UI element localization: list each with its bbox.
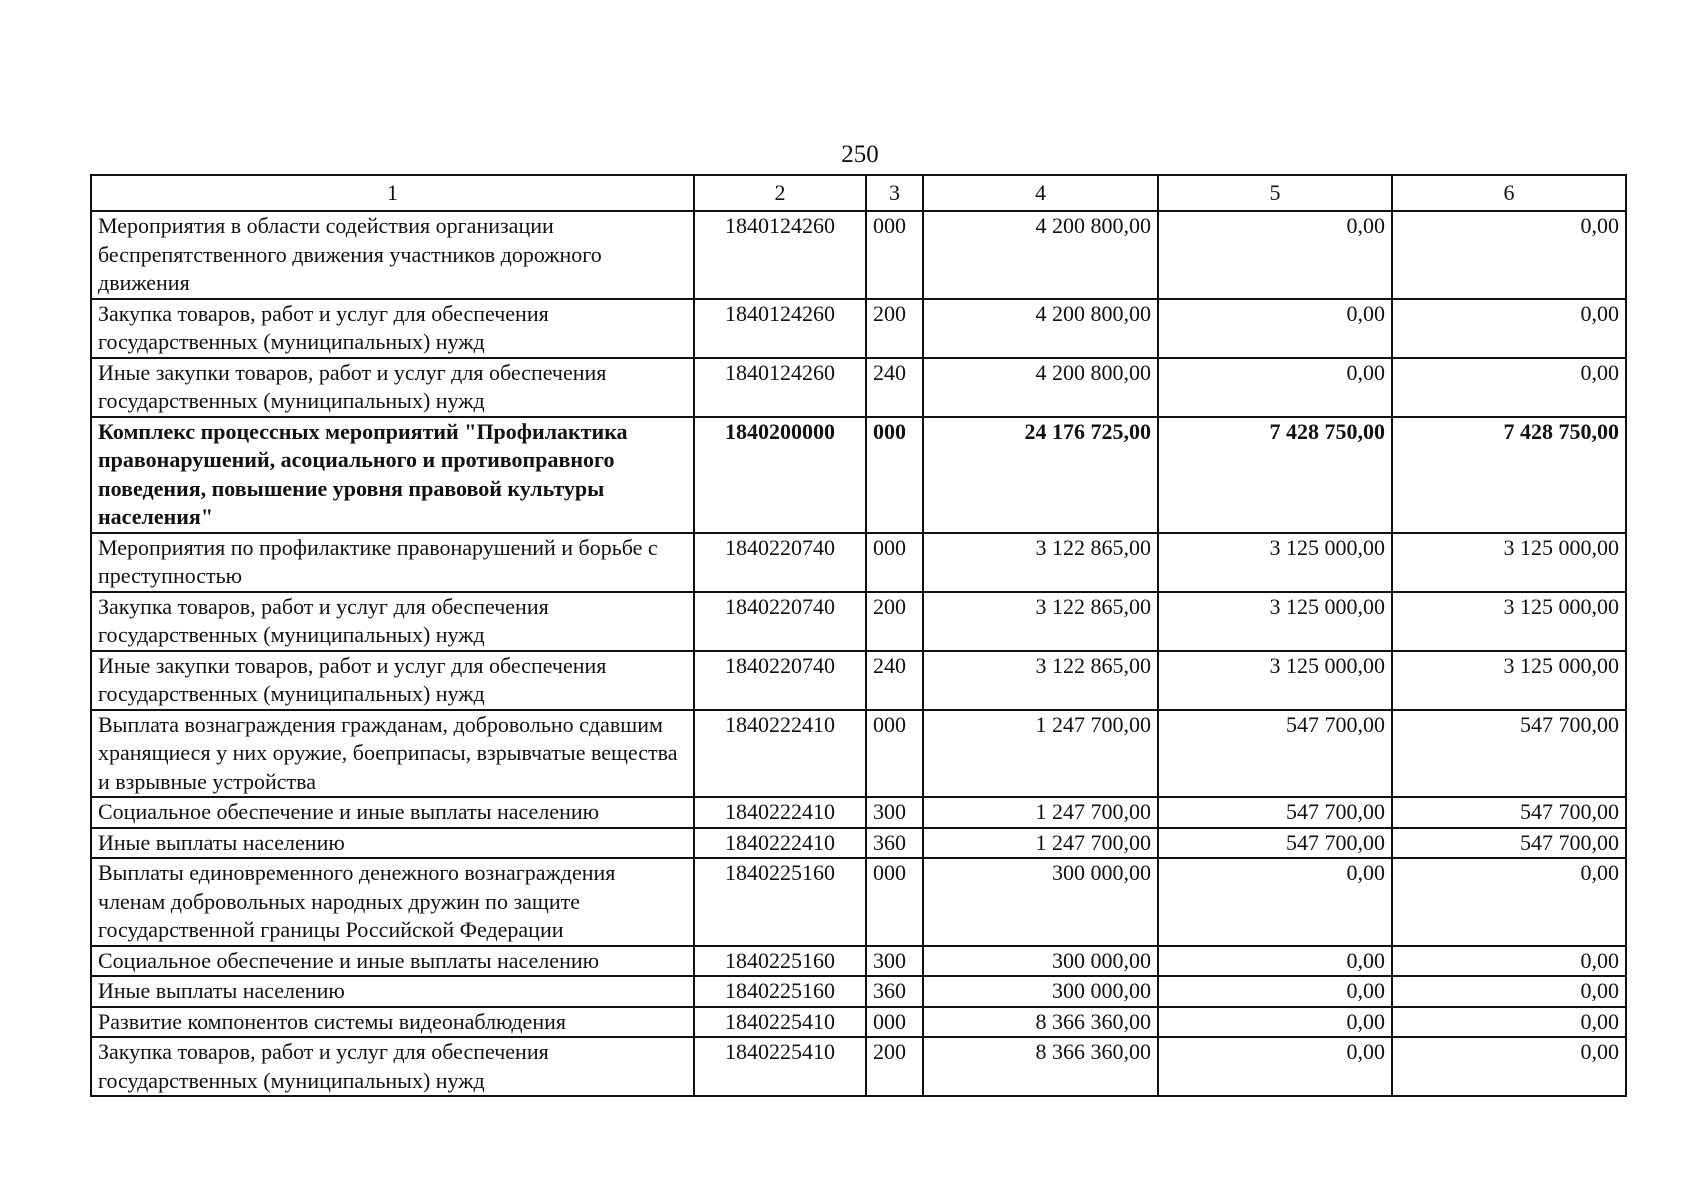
row-name-cell: Развитие компонентов системы видеонаблюдения (91, 1007, 694, 1038)
table-row (91, 797, 1626, 828)
target-article-code-cell: 1840222410 (694, 710, 866, 798)
amount-col6-cell: 3 125 000,00 (1392, 533, 1626, 592)
amount-col6-cell: 0,00 (1392, 358, 1626, 417)
target-article-code-cell: 1840222410 (694, 828, 866, 859)
amount-col4-cell: 4 200 800,00 (923, 358, 1158, 417)
column-number: 2 (694, 175, 866, 211)
table-row (91, 533, 1626, 592)
amount-col6-cell: 7 428 750,00 (1392, 417, 1626, 533)
amount-col6-cell: 0,00 (1392, 299, 1626, 358)
amount-col5-cell: 547 700,00 (1158, 797, 1392, 828)
table-row (91, 1037, 1626, 1096)
amount-col4-cell: 8 366 360,00 (923, 1037, 1158, 1096)
row-name-cell: Иные выплаты населению (91, 828, 694, 859)
amount-col4-cell: 24 176 725,00 (923, 417, 1158, 533)
table-row (91, 710, 1626, 798)
target-article-code-cell: 1840124260 (694, 358, 866, 417)
table-row (91, 651, 1626, 710)
amount-col6-cell: 0,00 (1392, 946, 1626, 977)
amount-col6-cell: 547 700,00 (1392, 828, 1626, 859)
amount-col5-cell: 0,00 (1158, 1037, 1392, 1096)
amount-col5-cell: 7 428 750,00 (1158, 417, 1392, 533)
column-number: 4 (923, 175, 1158, 211)
amount-col5-cell: 0,00 (1158, 976, 1392, 1007)
amount-col6-cell: 0,00 (1392, 858, 1626, 946)
column-number: 6 (1392, 175, 1626, 211)
amount-col5-cell: 547 700,00 (1158, 710, 1392, 798)
amount-col4-cell: 3 122 865,00 (923, 592, 1158, 651)
expense-kind-code-cell: 000 (866, 211, 923, 299)
expense-kind-code-cell: 240 (866, 358, 923, 417)
target-article-code-cell: 1840225160 (694, 946, 866, 977)
target-article-code-cell: 1840220740 (694, 592, 866, 651)
table-body (91, 211, 1626, 1096)
row-name-cell: Выплата вознаграждения гражданам, добровольно сдавшим хранящиеся у них оружие, боеприпасы, взрывчатые вещества и взрывные устройства (91, 710, 694, 798)
expense-kind-code-cell: 000 (866, 710, 923, 798)
amount-col5-cell: 3 125 000,00 (1158, 651, 1392, 710)
expense-kind-code-cell: 000 (866, 533, 923, 592)
amount-col4-cell: 300 000,00 (923, 858, 1158, 946)
row-name-cell: Закупка товаров, работ и услуг для обеспечения государственных (муниципальных) нужд (91, 299, 694, 358)
amount-col6-cell: 0,00 (1392, 1007, 1626, 1038)
table-row (91, 592, 1626, 651)
budget-table (90, 174, 1627, 1097)
expense-kind-code-cell: 200 (866, 299, 923, 358)
amount-col5-cell: 3 125 000,00 (1158, 533, 1392, 592)
expense-kind-code-cell: 000 (866, 1007, 923, 1038)
expense-kind-code-cell: 360 (866, 976, 923, 1007)
target-article-code-cell: 1840220740 (694, 651, 866, 710)
amount-col6-cell: 3 125 000,00 (1392, 651, 1626, 710)
row-name-cell: Закупка товаров, работ и услуг для обеспечения государственных (муниципальных) нужд (91, 592, 694, 651)
row-name-cell: Закупка товаров, работ и услуг для обеспечения государственных (муниципальных) нужд (91, 1037, 694, 1096)
page-number: 250 (841, 141, 879, 168)
row-name-cell: Иные закупки товаров, работ и услуг для обеспечения государственных (муниципальных) нужд (91, 651, 694, 710)
column-number: 3 (866, 175, 923, 211)
target-article-code-cell: 1840225410 (694, 1037, 866, 1096)
row-name-cell: Иные закупки товаров, работ и услуг для обеспечения государственных (муниципальных) нужд (91, 358, 694, 417)
expense-kind-code-cell: 200 (866, 592, 923, 651)
column-number: 1 (91, 175, 694, 211)
amount-col4-cell: 1 247 700,00 (923, 797, 1158, 828)
expense-kind-code-cell: 000 (866, 858, 923, 946)
amount-col5-cell: 0,00 (1158, 858, 1392, 946)
target-article-code-cell: 1840225160 (694, 858, 866, 946)
target-article-code-cell: 1840222410 (694, 797, 866, 828)
table-row (91, 946, 1626, 977)
amount-col5-cell: 0,00 (1158, 299, 1392, 358)
table-row (91, 358, 1626, 417)
row-name-cell: Комплекс процессных мероприятий "Профилактика правонарушений, асоциального и противоправного поведения, повышение уровня правовой культуры населения" (91, 417, 694, 533)
table-row (91, 858, 1626, 946)
amount-col5-cell: 3 125 000,00 (1158, 592, 1392, 651)
target-article-code-cell: 1840124260 (694, 211, 866, 299)
row-name-cell: Социальное обеспечение и иные выплаты населению (91, 797, 694, 828)
expense-kind-code-cell: 200 (866, 1037, 923, 1096)
amount-col4-cell: 1 247 700,00 (923, 710, 1158, 798)
amount-col4-cell: 300 000,00 (923, 976, 1158, 1007)
expense-kind-code-cell: 000 (866, 417, 923, 533)
amount-col4-cell: 4 200 800,00 (923, 299, 1158, 358)
target-article-code-cell: 1840225160 (694, 976, 866, 1007)
amount-col5-cell: 0,00 (1158, 358, 1392, 417)
table-row (91, 299, 1626, 358)
amount-col4-cell: 4 200 800,00 (923, 211, 1158, 299)
target-article-code-cell: 1840225410 (694, 1007, 866, 1038)
amount-col6-cell: 0,00 (1392, 211, 1626, 299)
expense-kind-code-cell: 360 (866, 828, 923, 859)
amount-col6-cell: 547 700,00 (1392, 797, 1626, 828)
amount-col4-cell: 3 122 865,00 (923, 651, 1158, 710)
amount-col5-cell: 547 700,00 (1158, 828, 1392, 859)
column-number: 5 (1158, 175, 1392, 211)
target-article-code-cell: 1840200000 (694, 417, 866, 533)
row-name-cell: Социальное обеспечение и иные выплаты населению (91, 946, 694, 977)
target-article-code-cell: 1840124260 (694, 299, 866, 358)
row-name-cell: Иные выплаты населению (91, 976, 694, 1007)
column-number-row (91, 175, 1626, 211)
expense-kind-code-cell: 300 (866, 797, 923, 828)
table-row (91, 828, 1626, 859)
table-row (91, 211, 1626, 299)
amount-col6-cell: 547 700,00 (1392, 710, 1626, 798)
table-row (91, 1007, 1626, 1038)
target-article-code-cell: 1840220740 (694, 533, 866, 592)
row-name-cell: Выплаты единовременного денежного вознаграждения членам добровольных народных дружин по защите государственной границы Российской Федерации (91, 858, 694, 946)
amount-col5-cell: 0,00 (1158, 1007, 1392, 1038)
table-row (91, 417, 1626, 533)
table-row (91, 976, 1626, 1007)
amount-col5-cell: 0,00 (1158, 946, 1392, 977)
amount-col6-cell: 3 125 000,00 (1392, 592, 1626, 651)
amount-col6-cell: 0,00 (1392, 976, 1626, 1007)
amount-col4-cell: 3 122 865,00 (923, 533, 1158, 592)
expense-kind-code-cell: 300 (866, 946, 923, 977)
amount-col4-cell: 8 366 360,00 (923, 1007, 1158, 1038)
amount-col4-cell: 300 000,00 (923, 946, 1158, 977)
amount-col5-cell: 0,00 (1158, 211, 1392, 299)
amount-col4-cell: 1 247 700,00 (923, 828, 1158, 859)
row-name-cell: Мероприятия по профилактике правонарушений и борьбе с преступностью (91, 533, 694, 592)
amount-col6-cell: 0,00 (1392, 1037, 1626, 1096)
expense-kind-code-cell: 240 (866, 651, 923, 710)
row-name-cell: Мероприятия в области содействия организации беспрепятственного движения участников дорожного движения (91, 211, 694, 299)
